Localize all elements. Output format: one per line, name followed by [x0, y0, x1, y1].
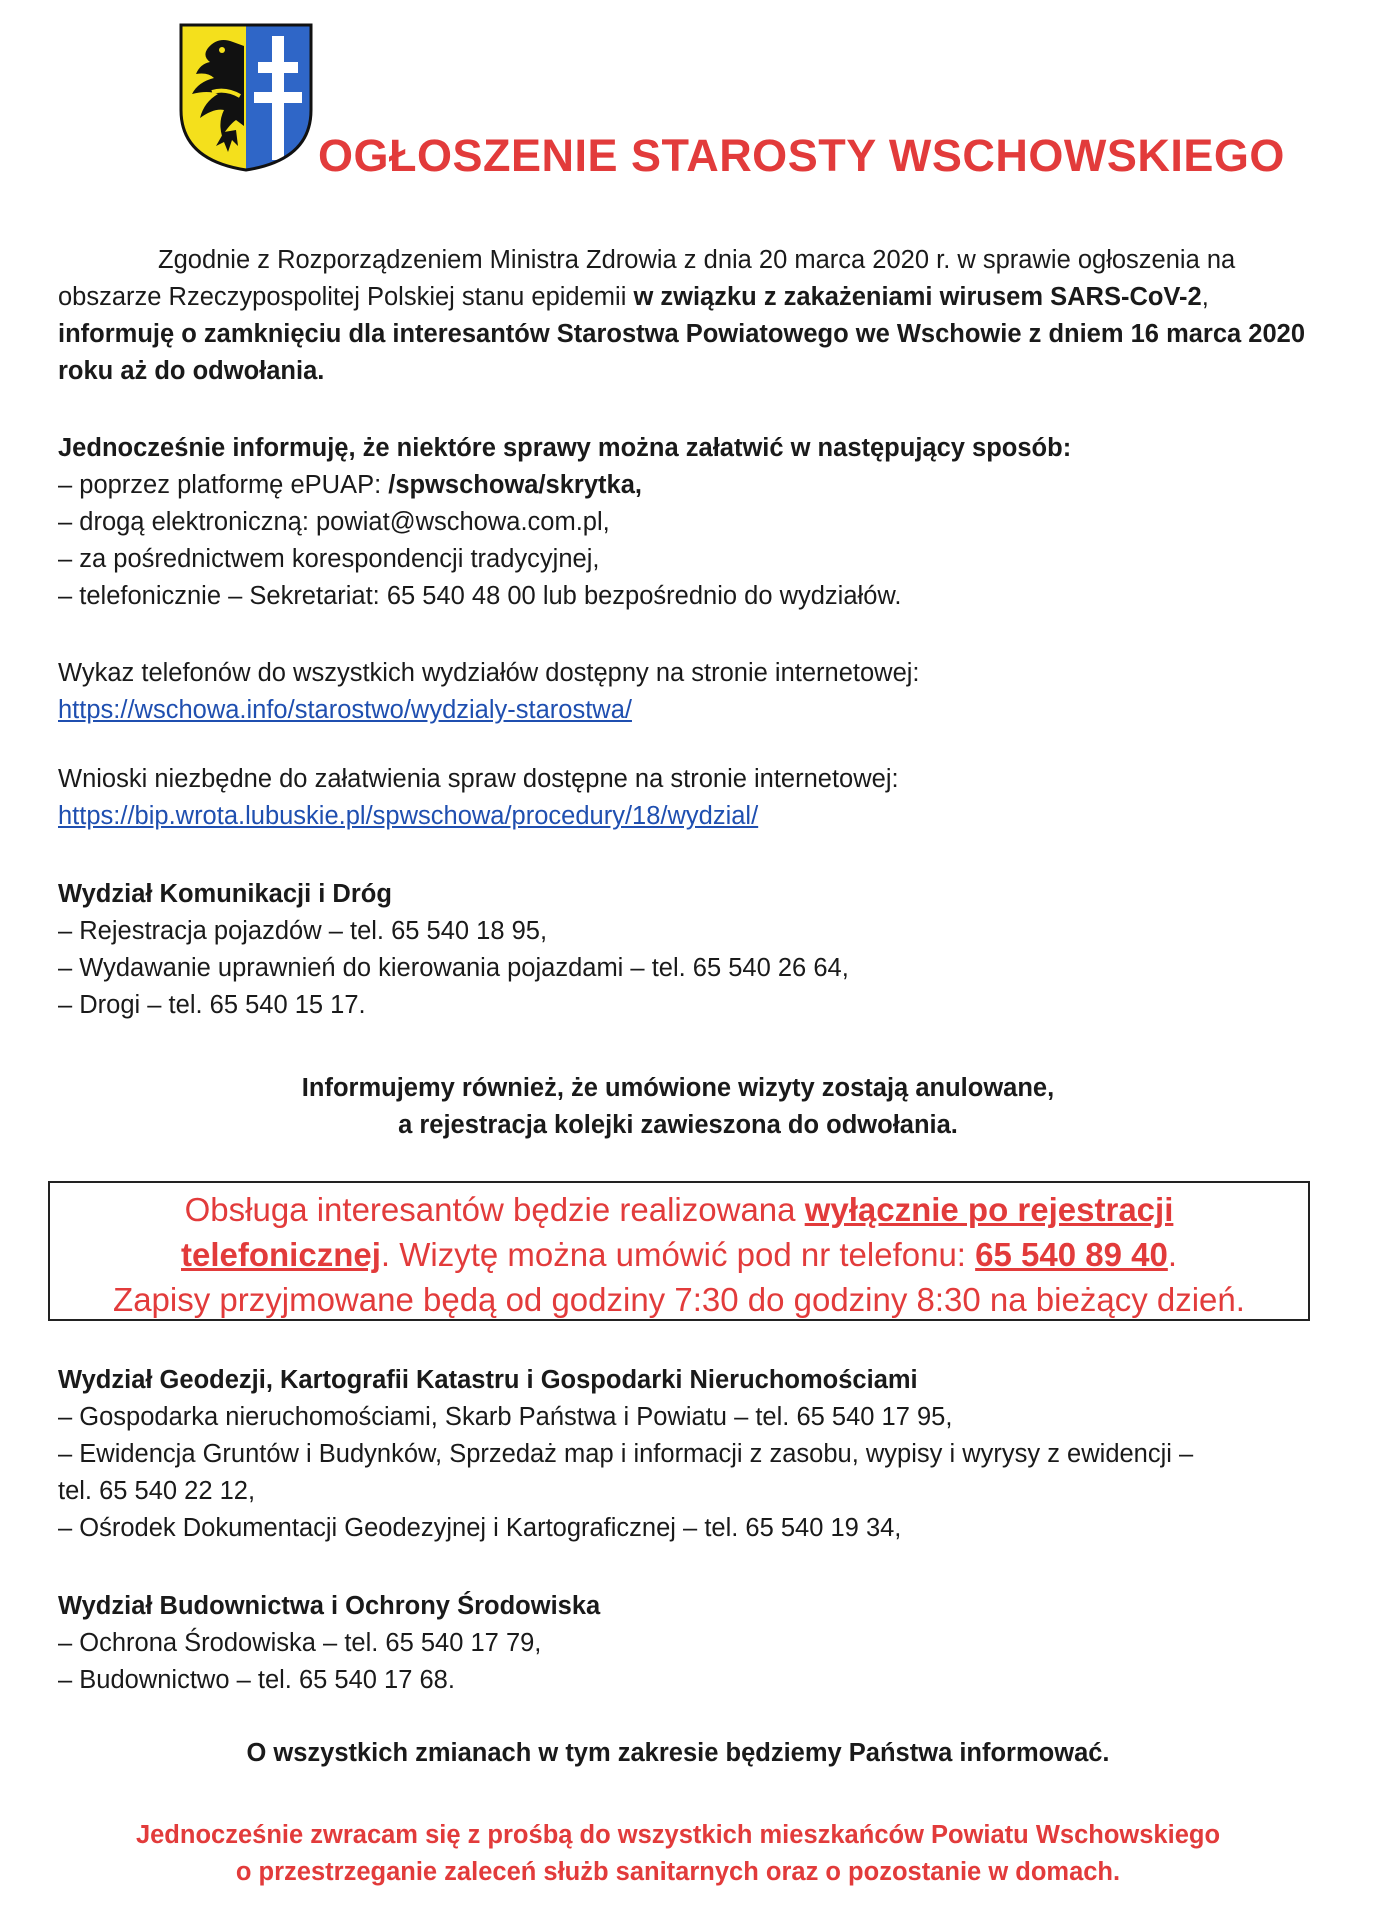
- phones-list-link[interactable]: https://wschowa.info/starostwo/wydzialy-starostwa/: [58, 696, 632, 724]
- registration-notice-box: [48, 1181, 1310, 1321]
- list-item: – Ewidencja Gruntów i Budynków, Sprzedaż map i informacji z zasobu, wypisy i wyrysy z ewidencji –: [58, 1440, 1194, 1468]
- intro-line: informuję o zamknięciu dla interesantów Starostwa Powiatowego we Wschowie z dniem 16 marca 2020: [58, 320, 1306, 348]
- dept-heading: Wydział Geodezji, Kartografii Katastru i Gospodarki Nieruchomościami: [58, 1366, 918, 1394]
- methods-heading: Jednocześnie informuję, że niektóre sprawy można załatwić w następujący sposób:: [58, 434, 1072, 462]
- coat-of-arms-logo: [178, 22, 314, 172]
- forms-link[interactable]: https://bip.wrota.lubuskie.pl/spwschowa/procedury/18/wydzial/: [58, 802, 759, 830]
- closing-text: O wszystkich zmianach w tym zakresie będziemy Państwa informować.: [246, 1739, 1110, 1767]
- contact-methods: [58, 430, 1378, 615]
- forms-text: Wnioski niezbędne do załatwienia spraw dostępne na stronie internetowej:: [58, 765, 899, 793]
- phones-list-section: [58, 655, 1378, 729]
- list-item: – Drogi – tel. 65 540 15 17.: [58, 991, 366, 1019]
- phones-list-text: Wykaz telefonów do wszystkich wydziałów dostępny na stronie internetowej:: [58, 659, 920, 687]
- cancel-info: [58, 1070, 1298, 1144]
- list-item: – poprzez platformę ePUAP: /spwschowa/skrytka,: [58, 471, 642, 499]
- notice-line: telefonicznej. Wizytę można umówić pod nr telefonu: 65 540 89 40.: [181, 1236, 1177, 1273]
- list-item: – Gospodarka nieruchomościami, Skarb Państwa i Powiatu – tel. 65 540 17 95,: [58, 1403, 953, 1431]
- dept-transport: [58, 876, 1378, 1024]
- list-item: – Ośrodek Dokumentacji Geodezyjnej i Kartograficznej – tel. 65 540 19 34,: [58, 1514, 902, 1542]
- dept-heading: Wydział Komunikacji i Dróg: [58, 880, 392, 908]
- intro-line: obszarze Rzeczypospolitej Polskiej stanu epidemii w związku z zakażeniami wirusem SARS-CoV-2,: [58, 283, 1209, 311]
- cancel-line: Informujemy również, że umówione wizyty zostają anulowane,: [301, 1074, 1055, 1102]
- list-item: – drogą elektroniczną: powiat@wschowa.com.pl,: [58, 508, 610, 536]
- intro-line: roku aż do odwołania.: [58, 357, 325, 385]
- list-item: – telefonicznie – Sekretariat: 65 540 48 00 lub bezpośrednio do wydziałów.: [58, 582, 902, 610]
- appeal-line: Jednocześnie zwracam się z prośbą do wszystkich mieszkańców Powiatu Wschowskiego: [135, 1821, 1221, 1849]
- forms-section: [58, 761, 1378, 835]
- phone-number: 65 540 89 40: [975, 1236, 1168, 1273]
- appeal-section: [58, 1817, 1298, 1891]
- appeal-line: o przestrzeganie zaleceń służb sanitarnych oraz o pozostanie w domach.: [235, 1858, 1121, 1886]
- closing-section: [58, 1735, 1298, 1772]
- list-item: – Budownictwo – tel. 65 540 17 68.: [58, 1666, 455, 1694]
- notice-line: Obsługa interesantów będzie realizowana wyłącznie po rejestracji: [184, 1191, 1174, 1228]
- list-item: – Ochrona Środowiska – tel. 65 540 17 79,: [58, 1629, 542, 1657]
- page-title: OGŁOSZENIE STAROSTY WSCHOWSKIEGO: [318, 130, 1285, 181]
- notice-line: Zapisy przyjmowane będą od godziny 7:30 do godziny 8:30 na bieżący dzień.: [113, 1281, 1245, 1318]
- cancel-line: a rejestracja kolejki zawieszona do odwołania.: [398, 1111, 958, 1139]
- list-item: – Rejestracja pojazdów – tel. 65 540 18 95,: [58, 917, 548, 945]
- dept-heading: Wydział Budownictwa i Ochrony Środowiska: [58, 1592, 601, 1620]
- dept-construction: [58, 1588, 1378, 1699]
- list-item: – Wydawanie uprawnień do kierowania pojazdami – tel. 65 540 26 64,: [58, 954, 849, 982]
- dept-geodesy: [58, 1362, 1378, 1547]
- list-item: tel. 65 540 22 12,: [58, 1477, 256, 1505]
- intro-paragraph: [58, 242, 1378, 390]
- intro-line: Zgodnie z Rozporządzeniem Ministra Zdrowia z dnia 20 marca 2020 r. w sprawie ogłoszenia na: [158, 246, 1236, 274]
- list-item: – za pośrednictwem korespondencji tradycyjnej,: [58, 545, 600, 573]
